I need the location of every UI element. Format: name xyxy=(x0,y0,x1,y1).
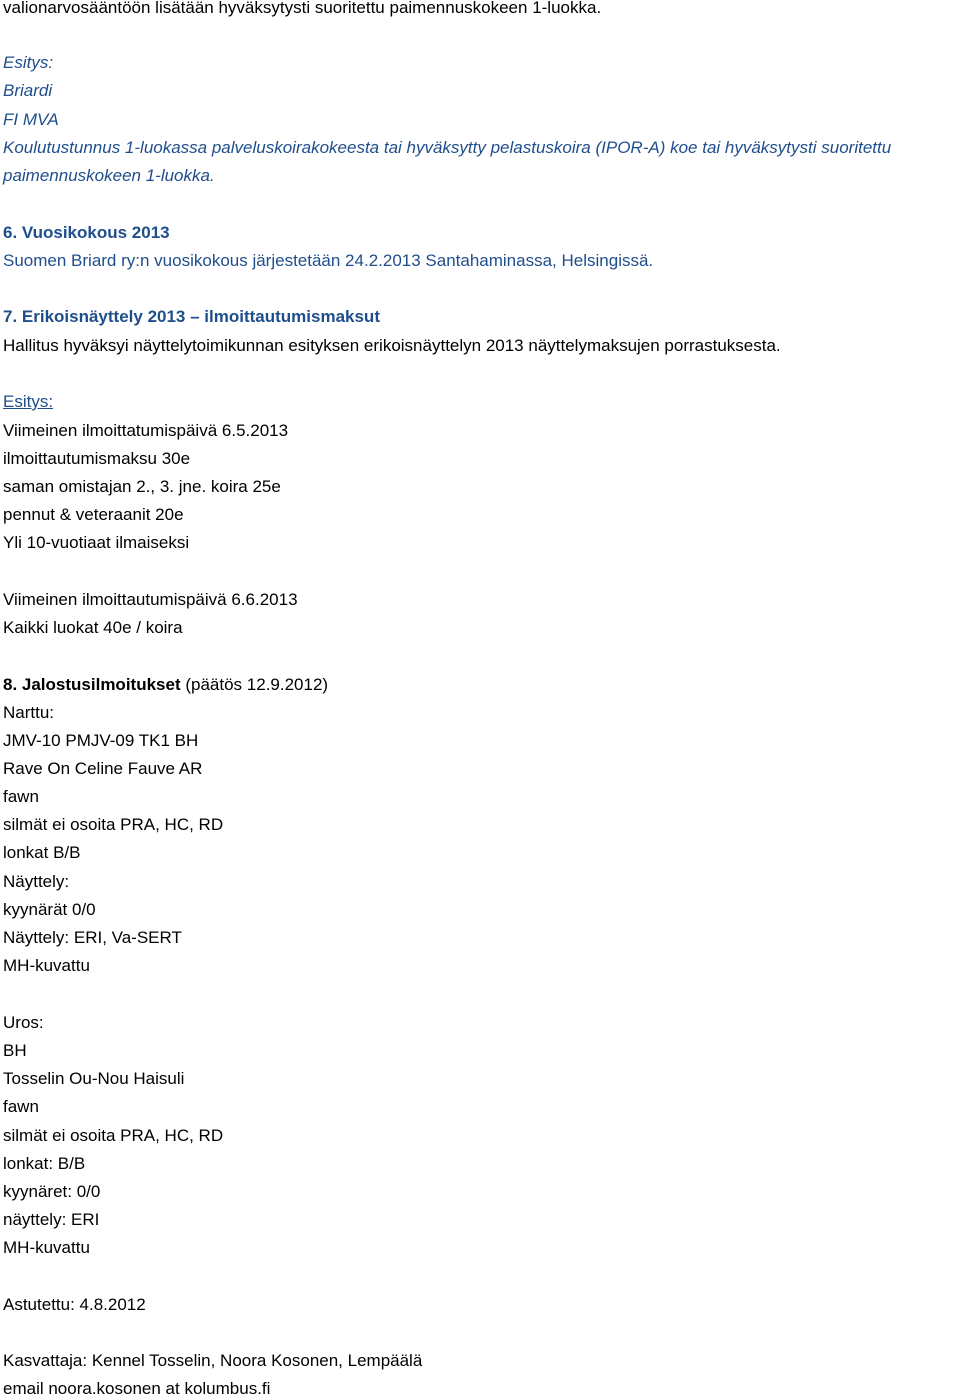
male-line: näyttely: ERI xyxy=(3,1210,100,1229)
esitys-label-2: Esitys: xyxy=(3,392,54,411)
male-line: MH-kuvattu xyxy=(3,1238,90,1257)
female-line: Rave On Celine Fauve AR xyxy=(3,759,203,778)
fee-line: pennut & veteraanit 20e xyxy=(3,505,184,524)
female-line: MH-kuvattu xyxy=(3,956,90,975)
section-8-heading xyxy=(3,674,328,696)
male-line: BH xyxy=(3,1041,27,1060)
male-line: kyynäret: 0/0 xyxy=(3,1182,101,1201)
female-line: lonkat B/B xyxy=(3,843,81,862)
breeder-info: Kasvattaja: Kennel Tosselin, Noora Kosonen, Lempäälä xyxy=(3,1351,423,1370)
male-line: Uros: xyxy=(3,1013,44,1032)
section-6-heading: 6. Vuosikokous 2013 xyxy=(3,223,170,242)
intro-line: valionarvosääntöön lisätään hyväksytysti suoritettu paimennuskokeen 1-luokka. xyxy=(3,0,602,17)
section-6-text: Suomen Briard ry:n vuosikokous järjestetään 24.2.2013 Santahaminassa, Helsingissä. xyxy=(3,251,654,270)
male-line: lonkat: B/B xyxy=(3,1154,86,1173)
female-line: silmät ei osoita PRA, HC, RD xyxy=(3,815,224,834)
esitys1-line: Briardi xyxy=(3,81,53,100)
esitys1-line: FI MVA xyxy=(3,110,59,129)
esitys1-line: paimennuskokeen 1-luokka. xyxy=(3,166,215,185)
esitys-label-1: Esitys: xyxy=(3,53,54,72)
female-line: Näyttely: xyxy=(3,872,70,891)
female-line: kyynärät 0/0 xyxy=(3,900,96,919)
section-7-heading: 7. Erikoisnäyttely 2013 – ilmoittautumismaksut xyxy=(3,307,380,326)
mating-date: Astutettu: 4.8.2012 xyxy=(3,1295,146,1314)
female-line: JMV-10 PMJV-09 TK1 BH xyxy=(3,731,199,750)
section-8-title-note: (päätös 12.9.2012) xyxy=(185,675,329,694)
female-line: Näyttely: ERI, Va-SERT xyxy=(3,928,182,947)
section-8-title: 8. Jalostusilmoitukset xyxy=(3,675,181,694)
fee-line: Viimeinen ilmoittautumispäivä 6.6.2013 xyxy=(3,590,298,609)
fee-line: saman omistajan 2., 3. jne. koira 25e xyxy=(3,477,281,496)
fee-line: ilmoittautumismaksu 30e xyxy=(3,449,191,468)
male-line: Tosselin Ou-Nou Haisuli xyxy=(3,1069,185,1088)
esitys1-line: Koulutustunnus 1-luokassa palveluskoirakokeesta tai hyväksytty pelastuskoira (IPOR-A) koe tai hyväksytysti suoritettu xyxy=(3,138,892,157)
male-line: silmät ei osoita PRA, HC, RD xyxy=(3,1126,224,1145)
section-7-text: Hallitus hyväksyi näyttelytoimikunnan esityksen erikoisnäyttelyn 2013 näyttelymaksujen porrastuksesta. xyxy=(3,336,781,355)
female-line: Narttu: xyxy=(3,703,55,722)
fee-line: Kaikki luokat 40e / koira xyxy=(3,618,183,637)
female-line: fawn xyxy=(3,787,39,806)
breeder-email: email noora.kosonen at kolumbus.fi xyxy=(3,1379,271,1398)
fee-line: Yli 10-vuotiaat ilmaiseksi xyxy=(3,533,190,552)
fee-line: Viimeinen ilmoittatumispäivä 6.5.2013 xyxy=(3,421,289,440)
male-line: fawn xyxy=(3,1097,39,1116)
